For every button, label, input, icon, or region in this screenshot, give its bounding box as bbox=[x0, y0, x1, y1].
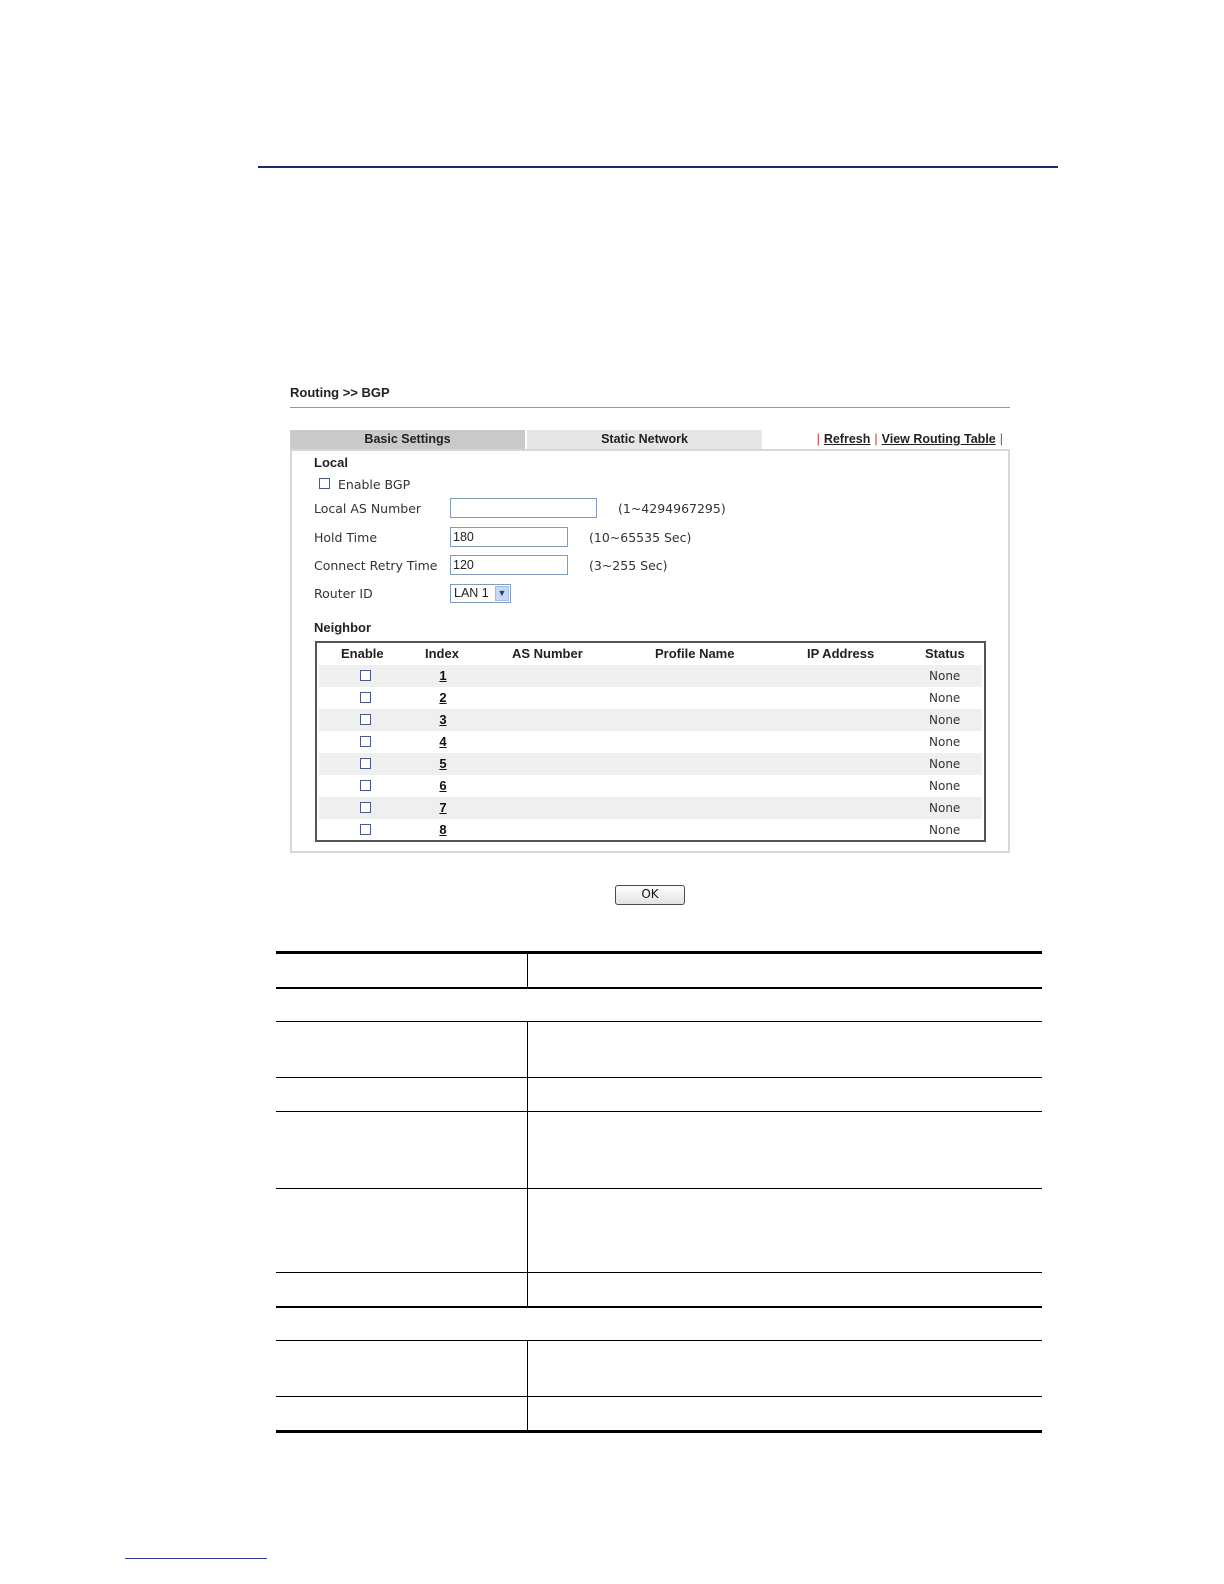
neighbor-enable-checkbox[interactable] bbox=[360, 824, 371, 835]
table-row bbox=[319, 665, 982, 687]
link-separator: | bbox=[816, 432, 820, 446]
hold-time-label: Hold Time bbox=[314, 530, 378, 545]
table-row-rule bbox=[276, 1396, 1042, 1397]
table-top-rule bbox=[276, 951, 1042, 954]
neighbor-enable-checkbox[interactable] bbox=[360, 780, 371, 791]
link-separator: | bbox=[999, 432, 1003, 446]
view-routing-table-link[interactable]: View Routing Table bbox=[881, 432, 996, 446]
table-column-divider bbox=[527, 954, 528, 987]
column-header-ip-address: IP Address bbox=[807, 646, 875, 661]
refresh-link[interactable]: Refresh bbox=[823, 432, 871, 446]
router-id-label: Router ID bbox=[314, 586, 373, 601]
neighbor-index-link[interactable]: 4 bbox=[439, 734, 447, 749]
local-as-label: Local AS Number bbox=[314, 501, 422, 516]
local-section-title: Local bbox=[314, 455, 348, 470]
ok-button[interactable]: OK bbox=[615, 885, 685, 905]
table-row-rule bbox=[276, 1111, 1042, 1112]
table-column-divider bbox=[527, 1341, 528, 1430]
tab-bar bbox=[290, 430, 1010, 449]
settings-panel bbox=[290, 449, 1010, 853]
breadcrumb: Routing >> BGP bbox=[290, 385, 390, 400]
table-row bbox=[319, 797, 982, 819]
neighbor-enable-checkbox[interactable] bbox=[360, 692, 371, 703]
neighbor-index-link[interactable]: 2 bbox=[439, 690, 447, 705]
table-row-rule bbox=[276, 1340, 1042, 1341]
neighbor-status: None bbox=[929, 779, 961, 793]
neighbor-status: None bbox=[929, 735, 961, 749]
neighbor-table bbox=[315, 641, 986, 842]
table-column-divider bbox=[527, 1022, 528, 1306]
neighbor-enable-checkbox[interactable] bbox=[360, 758, 371, 769]
local-as-hint: (1~4294967295) bbox=[618, 501, 726, 516]
table-row bbox=[319, 709, 982, 731]
neighbor-section-title: Neighbor bbox=[314, 620, 372, 635]
table-row-rule bbox=[276, 1021, 1042, 1022]
neighbor-status: None bbox=[929, 713, 961, 727]
breadcrumb-divider bbox=[290, 407, 1010, 408]
router-id-select[interactable] bbox=[450, 584, 511, 603]
local-as-input[interactable] bbox=[450, 498, 597, 518]
table-row bbox=[319, 731, 982, 753]
connect-retry-input[interactable]: 120 bbox=[450, 555, 568, 575]
table-row bbox=[319, 753, 982, 775]
column-header-status: Status bbox=[925, 646, 965, 661]
neighbor-status: None bbox=[929, 823, 961, 837]
neighbor-index-link[interactable]: 6 bbox=[439, 778, 447, 793]
router-id-value: LAN 1 bbox=[454, 586, 489, 600]
neighbor-index-link[interactable]: 7 bbox=[439, 800, 447, 815]
tab-basic-settings[interactable]: Basic Settings bbox=[290, 430, 525, 449]
table-header-rule bbox=[276, 987, 1042, 989]
table-row-rule bbox=[276, 1188, 1042, 1189]
link-separator: | bbox=[874, 432, 878, 446]
column-header-as-number: AS Number bbox=[512, 646, 583, 661]
neighbor-status: None bbox=[929, 691, 961, 705]
neighbor-enable-checkbox[interactable] bbox=[360, 670, 371, 681]
table-bottom-rule bbox=[276, 1430, 1042, 1433]
neighbor-index-link[interactable]: 1 bbox=[439, 668, 447, 683]
connect-retry-hint: (3~255 Sec) bbox=[589, 558, 668, 573]
neighbor-table-header bbox=[317, 643, 984, 665]
footer-link-underline bbox=[125, 1558, 267, 1559]
neighbor-index-link[interactable]: 3 bbox=[439, 712, 447, 727]
neighbor-enable-checkbox[interactable] bbox=[360, 736, 371, 747]
column-header-enable: Enable bbox=[341, 646, 384, 661]
neighbor-index-link[interactable]: 5 bbox=[439, 756, 447, 771]
neighbor-status: None bbox=[929, 669, 961, 683]
table-row-rule bbox=[276, 1272, 1042, 1273]
hold-time-hint: (10~65535 Sec) bbox=[589, 530, 692, 545]
hold-time-input[interactable]: 180 bbox=[450, 527, 568, 547]
enable-bgp-checkbox[interactable] bbox=[319, 478, 330, 489]
page-header-rule bbox=[258, 166, 1058, 168]
neighbor-status: None bbox=[929, 801, 961, 815]
neighbor-enable-checkbox[interactable] bbox=[360, 714, 371, 725]
tab-static-network[interactable]: Static Network bbox=[527, 430, 762, 449]
table-section-rule bbox=[276, 1306, 1042, 1308]
table-row-rule bbox=[276, 1077, 1042, 1078]
table-row bbox=[319, 775, 982, 797]
table-row bbox=[319, 819, 982, 841]
enable-bgp-label: Enable BGP bbox=[338, 477, 411, 492]
neighbor-index-link[interactable]: 8 bbox=[439, 822, 447, 837]
router-ui-screenshot bbox=[290, 380, 1010, 855]
neighbor-status: None bbox=[929, 757, 961, 771]
neighbor-enable-checkbox[interactable] bbox=[360, 802, 371, 813]
chevron-down-icon[interactable]: ▼ bbox=[495, 586, 509, 601]
table-row bbox=[319, 687, 982, 709]
column-header-index: Index bbox=[425, 646, 459, 661]
header-links bbox=[813, 430, 1007, 449]
column-header-profile-name: Profile Name bbox=[655, 646, 735, 661]
connect-retry-label: Connect Retry Time bbox=[314, 558, 438, 573]
